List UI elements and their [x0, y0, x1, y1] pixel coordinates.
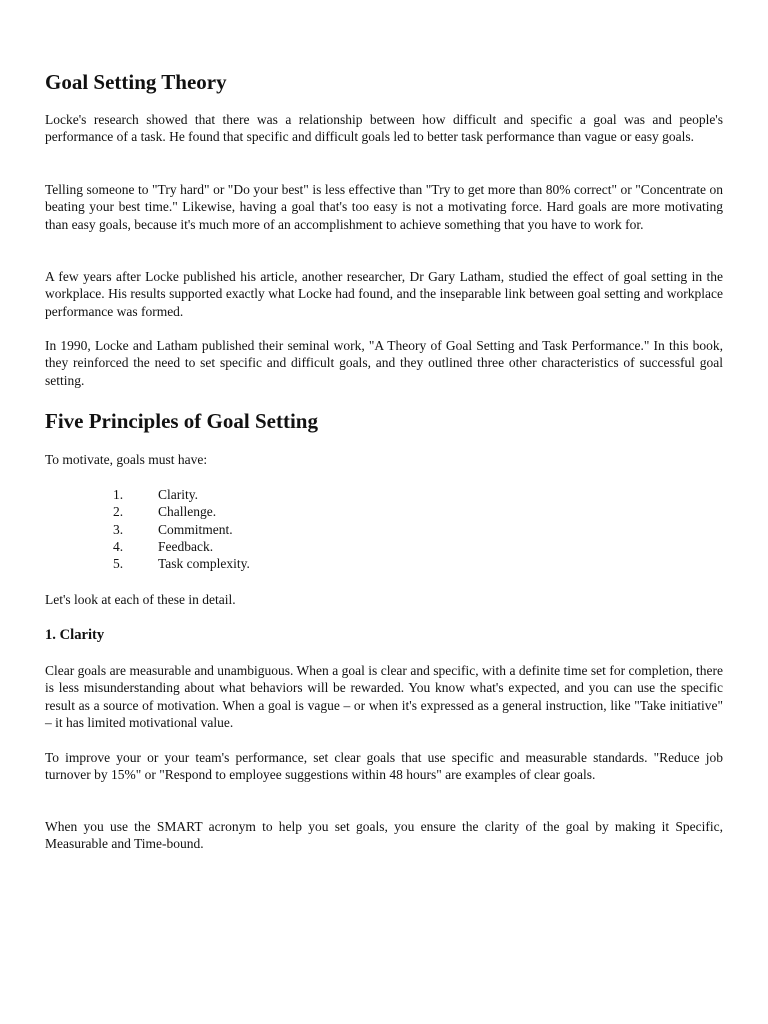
subsection-title-clarity: 1. Clarity: [45, 627, 105, 643]
list-item: [45, 538, 723, 555]
list-item: [45, 486, 723, 503]
list-item-text: Feedback.: [158, 538, 214, 554]
list-item-text: Task complexity.: [158, 556, 250, 572]
list-item-number: 1.: [113, 487, 124, 502]
list-item: [45, 503, 723, 520]
section-title-five-principles: Five Principles of Goal Setting: [45, 409, 318, 433]
paragraph-try-hard: Telling someone to "Try hard" or "Do your best" is less effective than "Try to get more than 80% correct" or "Concentrate on beating your best time." Likewise, having a goal that's too easy is not a motivating force. Hard goals are more motivating than easy goals, because it's much more of an accomplishment to achieve something that you have to work for.: [45, 182, 723, 232]
paragraph-clear-goals: Clear goals are measurable and unambiguous. When a goal is clear and specific, with a definite time set for completion, there is less misunderstanding about what behaviors will be rewarded. You know what's expected, and you can use the specific result as a source of motivation. When a goal is vague – or when it's expressed as a general instruction, like "Take initiative" – it has limited motivational value.: [45, 663, 723, 730]
paragraph-to-motivate: To motivate, goals must have:: [45, 452, 208, 467]
list-item-number: 5.: [113, 556, 124, 572]
list-item-number: 3.: [113, 521, 124, 537]
paragraph-smart-acronym: When you use the SMART acronym to help you set goals, you ensure the clarity of the goal by making it Specific, Measurable and Time-bound.: [45, 819, 723, 852]
paragraph-latham: A few years after Locke published his article, another researcher, Dr Gary Latham, studied the effect of goal setting in the workplace. His results supported exactly what Locke had found, and the inseparable link between goal setting and workplace performance was formed.: [45, 269, 723, 319]
list-item-number: 2.: [113, 504, 124, 520]
list-item-text: Commitment.: [158, 521, 233, 537]
list-item-text: Challenge.: [158, 504, 217, 520]
principles-list: [45, 486, 723, 572]
list-item-text: Clarity.: [158, 487, 198, 502]
list-item: [45, 555, 723, 572]
paragraph-1990-seminal-work: In 1990, Locke and Latham published their seminal work, "A Theory of Goal Setting and Task Performance." In this book, they reinforced the need to set specific and difficult goals, and they outlined three other characteristics of successful goal setting.: [45, 338, 723, 388]
paragraph-improve-performance: To improve your or your team's performance, set clear goals that use specific and measurable standards. "Reduce job turnover by 15%" or "Respond to employee suggestions within 48 hours" are examples of clear goals.: [45, 750, 723, 783]
section-title-goal-setting-theory: Goal Setting Theory: [45, 70, 227, 94]
paragraph-locke-research: Locke's research showed that there was a relationship between how difficult and specific a goal was and people's performance of a task. He found that specific and difficult goals led to better task performance than vague or easy goals.: [45, 112, 723, 145]
paragraph-lets-look: Let's look at each of these in detail.: [45, 592, 236, 607]
list-item: [45, 521, 723, 538]
list-item-number: 4.: [113, 538, 124, 554]
